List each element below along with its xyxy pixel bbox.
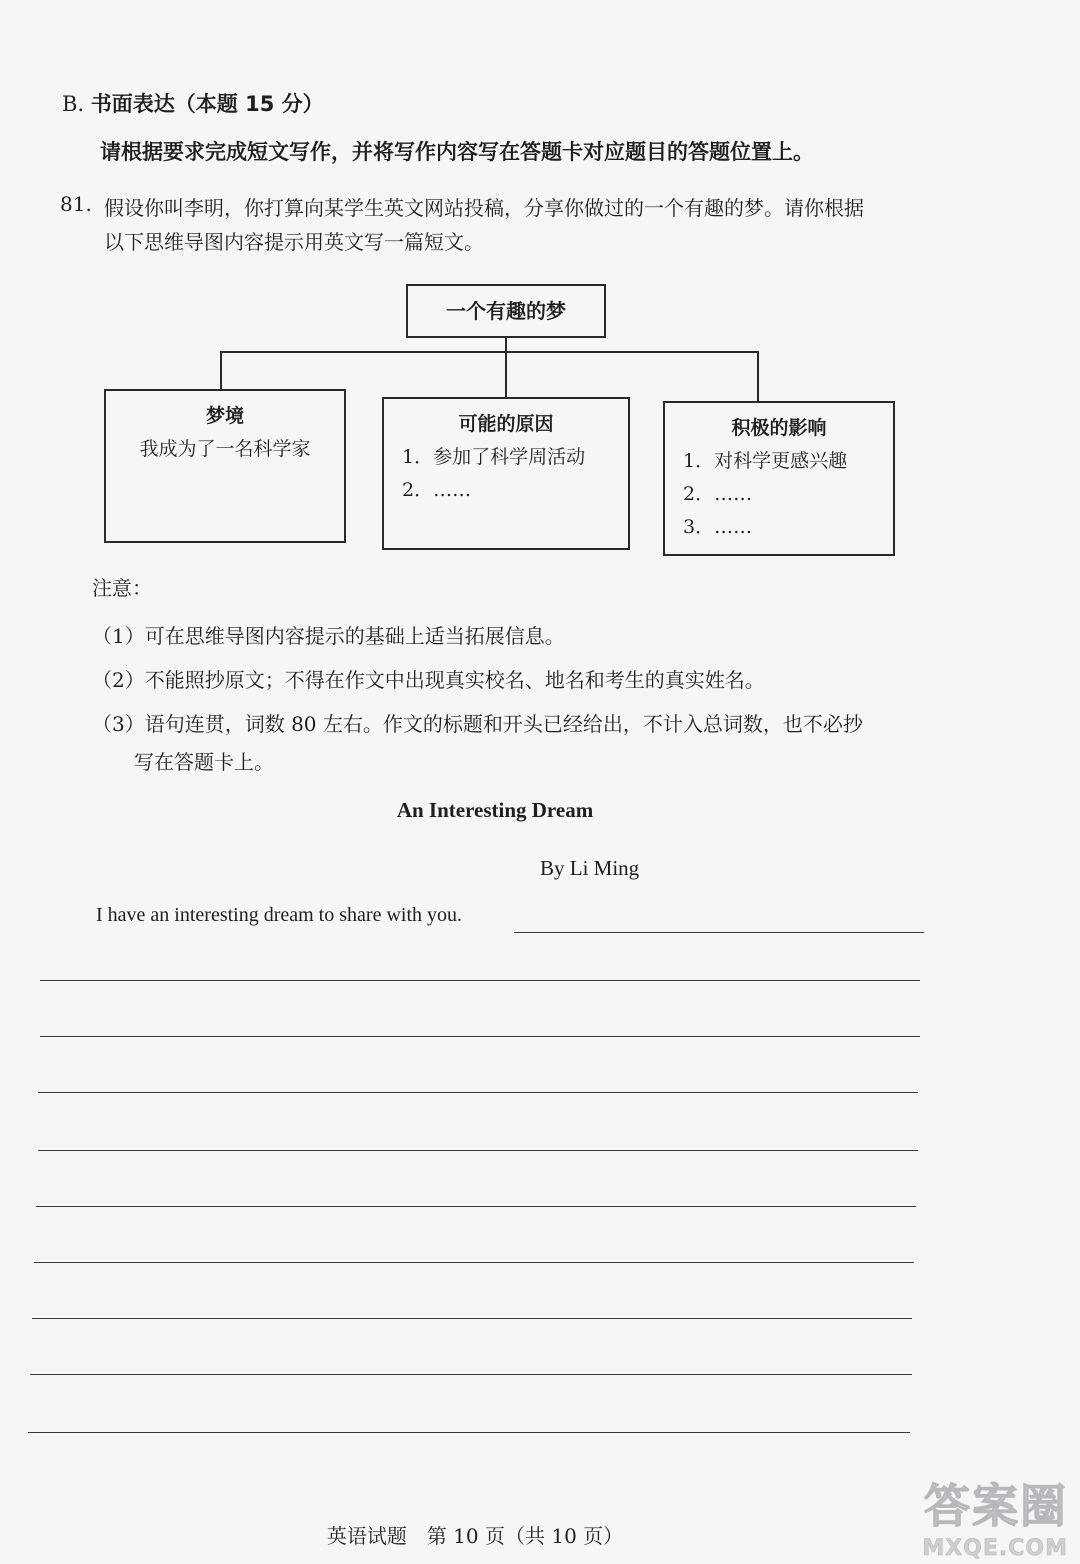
branch-reasons-box [382, 397, 630, 550]
branch-line: 我成为了一名科学家 [139, 438, 311, 460]
essay-title: An Interesting Dream [396, 798, 594, 822]
section-label: B. [62, 92, 85, 116]
note-item: （1）可在思维导图内容提示的基础上适当拓展信息。 [92, 624, 565, 648]
essay-opening: I have an interesting dream to share with you. [96, 904, 462, 926]
branch-title: 梦境 [205, 405, 244, 427]
branch-dream-box [104, 389, 346, 543]
writing-line [32, 1318, 912, 1319]
question-text-line2: 以下思维导图内容提示用英文写一篇短文。 [104, 230, 484, 254]
writing-line [40, 980, 920, 981]
note-item-continuation: 写在答题卡上。 [134, 750, 274, 774]
note-item: （3）语句连贯，词数 80 左右。作文的标题和开头已经给出，不计入总词数，也不必抄 [92, 712, 863, 736]
connector-middle [505, 351, 507, 397]
branch-line: 2．…… [402, 479, 472, 501]
writing-line [28, 1432, 910, 1433]
branch-effects-box [663, 401, 895, 556]
writing-line [38, 1092, 918, 1093]
watermark-cn: 答案圈 [924, 1479, 1068, 1533]
writing-line [30, 1374, 912, 1375]
writing-line [38, 1150, 918, 1151]
mind-map-root: 一个有趣的梦 [406, 284, 606, 338]
instruction: 请根据要求完成短文写作，并将写作内容写在答题卡对应题目的答题位置上。 [100, 140, 814, 164]
branch-line: 3．…… [683, 516, 753, 538]
branch-title: 积极的影响 [731, 417, 827, 439]
connector-left [220, 351, 222, 389]
question-number: 81. [60, 192, 92, 216]
section-heading [62, 88, 324, 118]
branch-line: 1．参加了科学周活动 [402, 446, 586, 468]
note-item: （2）不能照抄原文；不得在作文中出现真实校名、地名和考生的真实姓名。 [92, 668, 765, 692]
branch-title: 可能的原因 [458, 413, 554, 435]
writing-line [36, 1206, 916, 1207]
page-footer: 英语试题 第 10 页（共 10 页） [326, 1524, 624, 1548]
watermark-logo [858, 1470, 1068, 1560]
section-title: 书面表达（本题 15 分） [90, 92, 324, 116]
notes-heading: 注意： [92, 576, 152, 600]
writing-line [40, 1036, 920, 1037]
question-text-line1: 假设你叫李明，你打算向某学生英文网站投稿，分享你做过的一个有趣的梦。请你根据 [104, 196, 864, 220]
watermark-en: MXQE.COM [922, 1536, 1068, 1561]
connector-horizontal [220, 351, 758, 353]
branch-line: 1．对科学更感兴趣 [683, 450, 848, 472]
connector-right [757, 351, 759, 401]
writing-line [514, 932, 924, 933]
connector-root-stem [505, 338, 507, 352]
essay-byline: By Li Ming [540, 856, 640, 880]
writing-line [34, 1262, 914, 1263]
branch-line: 2．…… [683, 483, 753, 505]
